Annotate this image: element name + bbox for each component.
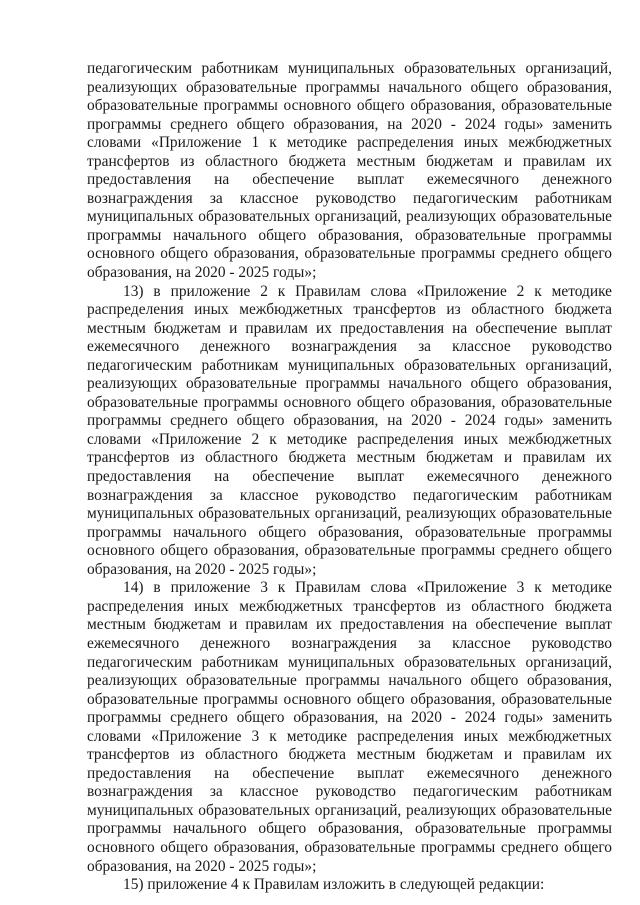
paragraph-continuation-12: педагогическим работникам муниципальных образовательных организаций, реализующих образовательные программы начального общего образования, образовательные программы основного общего образования, образовательные программы среднего общего образования, на 2020 - 2024 годы» заменить словами «Приложение 1 к методике распределения иных межбюджетных трансфертов из областного бюджета местным бюджетам и правилам их предоставления на обеспечение выплат ежемесячного денежного вознаграждения за классное руководство педагогическим работникам муниципальных образовательных организаций, реализующих образовательные программы начального общего образования, образовательные программы основного общего образования, образовательные программы среднего общего образования, на 2020 - 2025 годы»; [87,60,612,282]
paragraph-item-13: 13) в приложение 2 к Правилам слова «Приложение 2 к методике распределения иных межбюджетных трансфертов из областного бюджета местным бюджетам и правилам их предоставления на обеспечение выплат ежемесячного денежного вознаграждения за классное руководство педагогическим работникам муниципальных образовательных организаций, реализующих образовательные программы начального общего образования, образовательные программы основного общего образования, образовательные программы среднего общего образования, на 2020 - 2024 годы» заменить словами «Приложение 2 к методике распределения иных межбюджетных трансфертов из областного бюджета местным бюджетам и правилам их предоставления на обеспечение выплат ежемесячного денежного вознаграждения за классное руководство педагогическим работникам муниципальных образовательных организаций, реализующих образовательные программы начального общего образования, образовательные программы основного общего образования, образовательные программы среднего общего образования, на 2020 - 2025 годы»; [87,282,612,578]
document-page [87,60,612,895]
paragraph-item-14: 14) в приложение 3 к Правилам слова «Приложение 3 к методике распределения иных межбюджетных трансфертов из областного бюджета местным бюджетам и правилам их предоставления на обеспечение выплат ежемесячного денежного вознаграждения за классное руководство педагогическим работникам муниципальных образовательных организаций, реализующих образовательные программы начального общего образования, образовательные программы основного общего образования, образовательные программы среднего общего образования, на 2020 - 2024 годы» заменить словами «Приложение 3 к методике распределения иных межбюджетных трансфертов из областного бюджета местным бюджетам и правилам их предоставления на обеспечение выплат ежемесячного денежного вознаграждения за классное руководство педагогическим работникам муниципальных образовательных организаций, реализующих образовательные программы начального общего образования, образовательные программы основного общего образования, образовательные программы среднего общего образования, на 2020 - 2025 годы»; [87,579,612,875]
paragraph-item-15: 15) приложение 4 к Правилам изложить в следующей редакции: [123,876,545,894]
